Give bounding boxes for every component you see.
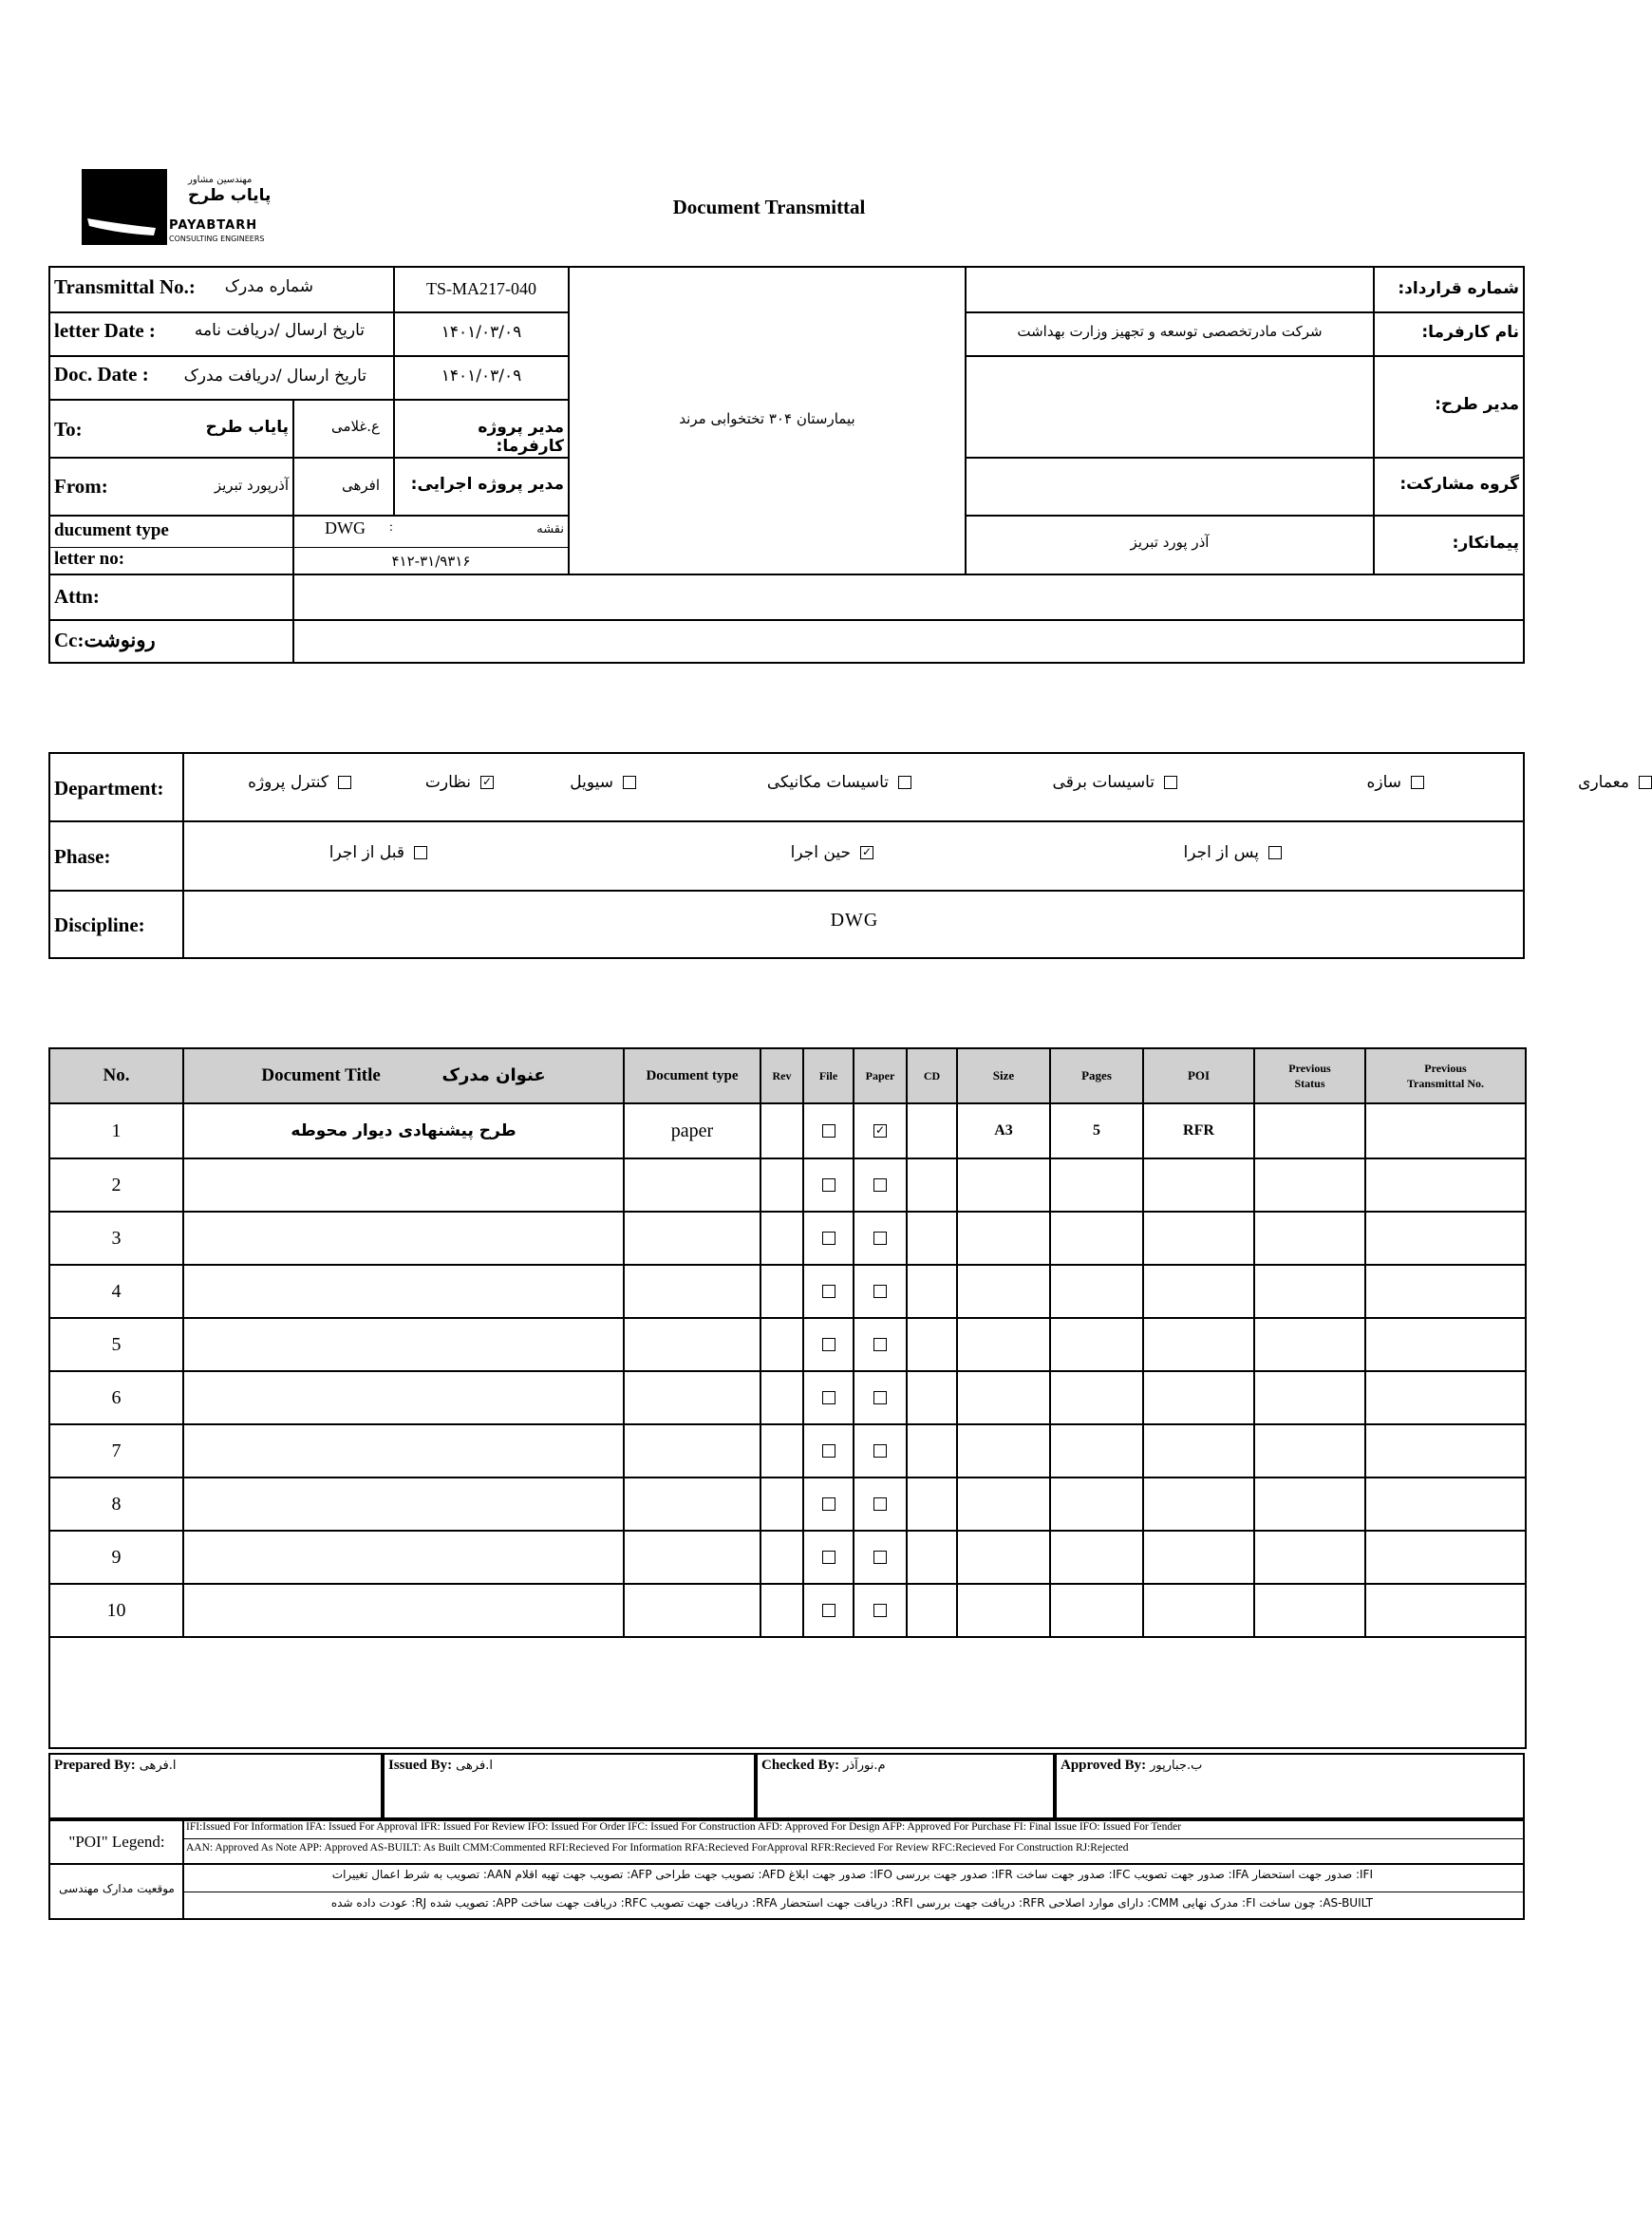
department-option-label: تاسیسات برقی bbox=[1052, 773, 1155, 792]
department-option-4[interactable] bbox=[767, 773, 911, 792]
signature-row bbox=[48, 1753, 1525, 1819]
row-rev bbox=[760, 1371, 803, 1424]
document-table bbox=[48, 1047, 1527, 1749]
phase-option-label: پس از اجرا bbox=[1183, 843, 1259, 862]
table-row bbox=[49, 1424, 1526, 1478]
row-cd bbox=[907, 1158, 957, 1212]
col-prev-status-2: Status bbox=[1294, 1077, 1325, 1090]
row-file[interactable] bbox=[803, 1424, 854, 1478]
department-option-2[interactable] bbox=[1366, 773, 1424, 792]
file-checkbox-icon[interactable] bbox=[822, 1178, 835, 1192]
poi-legend-label: "POI" Legend: bbox=[68, 1833, 165, 1851]
paper-checkbox-icon[interactable] bbox=[873, 1232, 887, 1245]
phase-option-2[interactable] bbox=[791, 843, 873, 862]
row-rev bbox=[760, 1531, 803, 1584]
fa-legend-line2: AS-BUILT: چون ساخت FI: مدرک نهایی CMM: دارای موارد اصلاحی RFR: دریافت جهت بررسی RFI: دریافت جهت استحضار RFA: دریافت جهت تصویب RFC: دریافت جهت ساخت APP: تصویب شده RJ: عودت داده شده bbox=[330, 1896, 1373, 1910]
to-role: مدیر پروژه کارفرما: bbox=[478, 418, 564, 456]
employer-label: نام کارفرما: bbox=[1421, 323, 1519, 342]
row-file[interactable] bbox=[803, 1212, 854, 1265]
row-file[interactable] bbox=[803, 1318, 854, 1371]
row-prev-status bbox=[1254, 1265, 1365, 1318]
row-cd bbox=[907, 1531, 957, 1584]
doc-date-label-fa: تاریخ ارسال /دریافت مدرک bbox=[183, 367, 366, 386]
project-name: بیمارستان ۳۰۴ تختخوابی مرند bbox=[679, 410, 855, 427]
department-option-label: تاسیسات مکانیکی bbox=[766, 773, 889, 792]
row-file[interactable] bbox=[803, 1584, 854, 1637]
to-label: To: bbox=[54, 418, 83, 441]
signature-cell bbox=[48, 1753, 383, 1819]
transmittal-no-label: Transmittal No.: bbox=[54, 275, 196, 298]
department-option-label: سازه bbox=[1366, 773, 1401, 792]
row-size bbox=[957, 1318, 1050, 1371]
doc-date-value: ۱۴۰۱/۰۳/۰۹ bbox=[441, 367, 522, 386]
row-pages bbox=[1050, 1212, 1143, 1265]
col-size: Size bbox=[957, 1048, 1050, 1103]
company-logo bbox=[82, 169, 291, 245]
to-value: پایاب طرح bbox=[205, 418, 289, 437]
row-prev-status bbox=[1254, 1424, 1365, 1478]
row-poi: RFR bbox=[1143, 1103, 1254, 1158]
row-paper[interactable] bbox=[854, 1158, 907, 1212]
col-rev: Rev bbox=[760, 1048, 803, 1103]
row-cd bbox=[907, 1265, 957, 1318]
row-paper[interactable] bbox=[854, 1531, 907, 1584]
row-no: 10 bbox=[49, 1584, 183, 1637]
row-no: 2 bbox=[49, 1158, 183, 1212]
paper-checkbox-icon[interactable] bbox=[873, 1391, 887, 1404]
col-paper: Paper bbox=[854, 1048, 907, 1103]
row-title bbox=[183, 1531, 624, 1584]
row-prev-status bbox=[1254, 1212, 1365, 1265]
row-pages bbox=[1050, 1371, 1143, 1424]
row-prev-trans bbox=[1365, 1584, 1526, 1637]
partnership-label: گروه مشارکت: bbox=[1399, 475, 1519, 494]
row-rev bbox=[760, 1424, 803, 1478]
row-pages bbox=[1050, 1424, 1143, 1478]
row-rev bbox=[760, 1212, 803, 1265]
row-doc-type bbox=[624, 1478, 760, 1531]
table-row bbox=[49, 1531, 1526, 1584]
paper-checkbox-icon[interactable] bbox=[873, 1285, 887, 1298]
contractor-value: آذر پورد تبریز bbox=[1130, 534, 1210, 551]
signature-cell bbox=[756, 1753, 1055, 1819]
checkbox-icon[interactable] bbox=[1639, 776, 1652, 789]
letter-date-value: ۱۴۰۱/۰۳/۰۹ bbox=[441, 323, 522, 342]
row-poi bbox=[1143, 1531, 1254, 1584]
from-role: مدیر پروژه اجرایی: bbox=[410, 475, 564, 494]
row-size bbox=[957, 1212, 1050, 1265]
row-no: 3 bbox=[49, 1212, 183, 1265]
paper-checkbox-icon[interactable] bbox=[873, 1338, 887, 1351]
row-rev bbox=[760, 1584, 803, 1637]
row-prev-status bbox=[1254, 1371, 1365, 1424]
row-no: 8 bbox=[49, 1478, 183, 1531]
row-poi bbox=[1143, 1212, 1254, 1265]
paper-checkbox-icon[interactable] bbox=[873, 1604, 887, 1617]
file-checkbox-icon[interactable] bbox=[822, 1604, 835, 1617]
fa-legend-label: موقعیت مدارک مهندسی bbox=[59, 1882, 175, 1895]
table-row bbox=[49, 1158, 1526, 1212]
paper-checkbox-icon[interactable] bbox=[873, 1178, 887, 1192]
department-option-1[interactable] bbox=[1578, 773, 1652, 792]
table-row bbox=[49, 1478, 1526, 1531]
row-paper[interactable] bbox=[854, 1265, 907, 1318]
cc-label: Cc:رونوشت bbox=[54, 629, 156, 651]
row-title bbox=[183, 1158, 624, 1212]
row-doc-type bbox=[624, 1158, 760, 1212]
signature-cell bbox=[383, 1753, 756, 1819]
phase-option-label: قبل از اجرا bbox=[329, 843, 404, 862]
table-row bbox=[49, 1212, 1526, 1265]
row-title bbox=[183, 1424, 624, 1478]
row-prev-status bbox=[1254, 1584, 1365, 1637]
row-prev-trans bbox=[1365, 1265, 1526, 1318]
row-file[interactable] bbox=[803, 1158, 854, 1212]
file-checkbox-icon[interactable] bbox=[822, 1391, 835, 1404]
col-prev-status bbox=[1254, 1048, 1365, 1103]
row-doc-type bbox=[624, 1318, 760, 1371]
row-poi bbox=[1143, 1265, 1254, 1318]
attn-label: Attn: bbox=[54, 585, 100, 608]
row-prev-trans bbox=[1365, 1371, 1526, 1424]
checkbox-icon[interactable]: ✓ bbox=[481, 775, 493, 788]
row-prev-status bbox=[1254, 1158, 1365, 1212]
row-rev bbox=[760, 1158, 803, 1212]
table-row bbox=[49, 1584, 1526, 1637]
from-label: From: bbox=[54, 475, 108, 498]
doc-type-value: DWG bbox=[325, 518, 366, 537]
poi-legend-line1: IFI:Issued For Information IFA: Issued For Approval IFR: Issued For Review IFO: Issued For Order IFC: Issued For Construction AFD: Approved For Design AFP: Approved For Purchase FI: Final Issue IFO: Issued For Tender bbox=[186, 1821, 1182, 1833]
department-option-label: کنترل پروژه bbox=[248, 773, 329, 792]
col-prev-status-1: Previous bbox=[1288, 1062, 1331, 1075]
doc-type-colon: : bbox=[389, 520, 393, 535]
signature-name: م.نورآذر bbox=[843, 1759, 886, 1773]
col-title-en: Document Title bbox=[261, 1065, 381, 1085]
row-prev-trans bbox=[1365, 1318, 1526, 1371]
notes-cell bbox=[49, 1637, 1526, 1748]
row-poi bbox=[1143, 1371, 1254, 1424]
row-pages bbox=[1050, 1265, 1143, 1318]
signature-label: Issued By: bbox=[388, 1758, 453, 1773]
file-checkbox-icon[interactable] bbox=[822, 1551, 835, 1564]
row-size bbox=[957, 1584, 1050, 1637]
row-rev bbox=[760, 1318, 803, 1371]
row-cd bbox=[907, 1212, 957, 1265]
table-notes-row bbox=[49, 1637, 1526, 1748]
logo-fa-name: پایاب طرح bbox=[188, 186, 272, 205]
row-size bbox=[957, 1158, 1050, 1212]
signature-label: Approved By: bbox=[1061, 1758, 1147, 1773]
contract-no-label: شماره قرارداد: bbox=[1398, 279, 1519, 298]
checkbox-icon[interactable] bbox=[414, 846, 427, 859]
file-checkbox-icon[interactable] bbox=[822, 1338, 835, 1351]
table-row bbox=[49, 1371, 1526, 1424]
signature-name: ا.فرهی bbox=[139, 1759, 177, 1773]
row-no: 1 bbox=[49, 1103, 183, 1158]
row-prev-status bbox=[1254, 1478, 1365, 1531]
file-checkbox-icon[interactable] bbox=[822, 1124, 835, 1138]
row-file[interactable] bbox=[803, 1478, 854, 1531]
row-cd bbox=[907, 1103, 957, 1158]
row-title bbox=[183, 1478, 624, 1531]
row-file[interactable] bbox=[803, 1531, 854, 1584]
checkbox-icon[interactable] bbox=[1268, 846, 1282, 859]
phase-option-1[interactable] bbox=[1184, 843, 1282, 862]
row-poi bbox=[1143, 1424, 1254, 1478]
checkbox-icon[interactable] bbox=[623, 776, 636, 789]
row-doc-type: paper bbox=[624, 1103, 760, 1158]
table-row bbox=[49, 1265, 1526, 1318]
row-title: طرح پیشنهادی دیوار محوطه bbox=[183, 1103, 624, 1158]
row-title bbox=[183, 1265, 624, 1318]
row-doc-type bbox=[624, 1584, 760, 1637]
row-paper[interactable] bbox=[854, 1103, 907, 1158]
col-title bbox=[183, 1048, 624, 1103]
department-option-6[interactable] bbox=[425, 773, 494, 792]
row-cd bbox=[907, 1371, 957, 1424]
row-doc-type bbox=[624, 1212, 760, 1265]
department-option-3[interactable] bbox=[1053, 773, 1177, 792]
row-paper[interactable] bbox=[854, 1318, 907, 1371]
letter-no-value: ۴۱۲-۳۱/۹۳۱۶ bbox=[391, 553, 471, 570]
row-poi bbox=[1143, 1478, 1254, 1531]
paper-checkbox-icon[interactable] bbox=[873, 1551, 887, 1564]
row-pages bbox=[1050, 1478, 1143, 1531]
doc-type-fa: نقشه bbox=[536, 522, 564, 536]
row-cd bbox=[907, 1424, 957, 1478]
row-poi bbox=[1143, 1584, 1254, 1637]
row-title bbox=[183, 1318, 624, 1371]
transmittal-no-value: TS-MA217-040 bbox=[426, 279, 536, 298]
row-size bbox=[957, 1371, 1050, 1424]
col-prev-trans-2: Transmittal No. bbox=[1406, 1077, 1485, 1090]
col-doc-type: Document type bbox=[624, 1048, 760, 1103]
row-prev-trans bbox=[1365, 1212, 1526, 1265]
row-paper[interactable] bbox=[854, 1212, 907, 1265]
department-option-label: سیویل bbox=[570, 773, 613, 792]
row-no: 6 bbox=[49, 1371, 183, 1424]
row-pages bbox=[1050, 1584, 1143, 1637]
signature-label: Prepared By: bbox=[54, 1758, 136, 1773]
row-no: 4 bbox=[49, 1265, 183, 1318]
row-doc-type bbox=[624, 1531, 760, 1584]
poi-legend-line2: AAN: Approved As Note APP: Approved AS-BUILT: As Built CMM:Commented RFI:Recieved For Information RFA:Recieved ForApproval RFR:Recieved For Review RFC:Recieved For Construction RJ:Rejected bbox=[186, 1842, 1129, 1854]
row-pages bbox=[1050, 1318, 1143, 1371]
paper-checkbox-icon[interactable] bbox=[873, 1497, 887, 1511]
row-doc-type bbox=[624, 1265, 760, 1318]
checkbox-icon[interactable] bbox=[898, 776, 911, 789]
department-option-5[interactable] bbox=[570, 773, 636, 792]
table-row bbox=[49, 1103, 1526, 1158]
logo-en-name: PAYABTARH bbox=[169, 218, 258, 233]
letter-no-label: letter no: bbox=[54, 549, 125, 569]
row-cd bbox=[907, 1478, 957, 1531]
paper-checkbox-icon[interactable]: ✓ bbox=[874, 1123, 886, 1138]
col-pages: Pages bbox=[1050, 1048, 1143, 1103]
row-prev-trans bbox=[1365, 1531, 1526, 1584]
doc-type-label: ducument type bbox=[54, 520, 169, 540]
row-cd bbox=[907, 1318, 957, 1371]
phase-option-3[interactable] bbox=[329, 843, 427, 862]
row-doc-type bbox=[624, 1424, 760, 1478]
file-checkbox-icon[interactable] bbox=[822, 1444, 835, 1458]
checkbox-icon[interactable] bbox=[1411, 776, 1424, 789]
checkbox-icon[interactable] bbox=[338, 776, 351, 789]
col-title-fa: عنوان مدرک bbox=[441, 1065, 546, 1085]
from-value: آذرپورد تبریز bbox=[214, 477, 289, 494]
row-size bbox=[957, 1478, 1050, 1531]
row-prev-status bbox=[1254, 1103, 1365, 1158]
letter-date-label-fa: تاریخ ارسال /دریافت نامه bbox=[194, 321, 365, 340]
col-cd: CD bbox=[907, 1048, 957, 1103]
col-poi: POI bbox=[1143, 1048, 1254, 1103]
col-prev-trans bbox=[1365, 1048, 1526, 1103]
row-size bbox=[957, 1531, 1050, 1584]
signature-label: Checked By: bbox=[761, 1758, 840, 1773]
department-option-7[interactable] bbox=[248, 773, 351, 792]
department-label: Department: bbox=[54, 777, 164, 800]
department-options bbox=[190, 769, 1629, 803]
row-file[interactable] bbox=[803, 1265, 854, 1318]
department-option-label: نظارت bbox=[424, 773, 471, 792]
department-option-label: معماری bbox=[1578, 773, 1629, 792]
row-prev-trans bbox=[1365, 1478, 1526, 1531]
row-title bbox=[183, 1212, 624, 1265]
logo-mark-icon bbox=[82, 169, 167, 245]
file-checkbox-icon[interactable] bbox=[822, 1285, 835, 1298]
row-doc-type bbox=[624, 1371, 760, 1424]
row-no: 5 bbox=[49, 1318, 183, 1371]
page-title: Document Transmittal bbox=[672, 196, 866, 218]
row-prev-status bbox=[1254, 1531, 1365, 1584]
transmittal-no-label-fa: شماره مدرک bbox=[224, 277, 313, 296]
phase-option-label: حین اجرا bbox=[790, 843, 851, 862]
contractor-label: پیمانکار: bbox=[1452, 534, 1519, 553]
from-person: افرهی bbox=[341, 477, 380, 494]
row-rev bbox=[760, 1103, 803, 1158]
row-cd bbox=[907, 1584, 957, 1637]
col-prev-trans-1: Previous bbox=[1424, 1062, 1467, 1075]
row-size bbox=[957, 1265, 1050, 1318]
row-file[interactable] bbox=[803, 1371, 854, 1424]
row-prev-trans bbox=[1365, 1103, 1526, 1158]
phase-options bbox=[190, 839, 1519, 874]
employer-value: شرکت مادرتخصصی توسعه و تجهیز وزارت بهداشت bbox=[1017, 323, 1323, 340]
row-no: 9 bbox=[49, 1531, 183, 1584]
row-size: A3 bbox=[957, 1103, 1050, 1158]
row-paper[interactable] bbox=[854, 1424, 907, 1478]
letter-date-label: letter Date : bbox=[54, 319, 156, 342]
row-pages bbox=[1050, 1531, 1143, 1584]
table-header-row bbox=[49, 1048, 1526, 1103]
row-rev bbox=[760, 1478, 803, 1531]
row-paper[interactable] bbox=[854, 1371, 907, 1424]
row-file[interactable] bbox=[803, 1103, 854, 1158]
logo-fa-small: مهندسین مشاور bbox=[188, 175, 253, 185]
row-pages bbox=[1050, 1158, 1143, 1212]
signature-name: ب.جبارپور bbox=[1150, 1759, 1203, 1773]
row-prev-trans bbox=[1365, 1424, 1526, 1478]
row-pages: 5 bbox=[1050, 1103, 1143, 1158]
file-checkbox-icon[interactable] bbox=[822, 1232, 835, 1245]
row-title bbox=[183, 1371, 624, 1424]
row-poi bbox=[1143, 1318, 1254, 1371]
design-manager-label: مدیر طرح: bbox=[1435, 395, 1519, 414]
row-no: 7 bbox=[49, 1424, 183, 1478]
row-paper[interactable] bbox=[854, 1478, 907, 1531]
to-person: ع.غلامی bbox=[330, 418, 380, 435]
row-size bbox=[957, 1424, 1050, 1478]
row-prev-status bbox=[1254, 1318, 1365, 1371]
phase-label: Phase: bbox=[54, 845, 111, 868]
row-poi bbox=[1143, 1158, 1254, 1212]
col-file: File bbox=[803, 1048, 854, 1103]
table-row bbox=[49, 1318, 1526, 1371]
paper-checkbox-icon[interactable] bbox=[873, 1444, 887, 1458]
row-prev-trans bbox=[1365, 1158, 1526, 1212]
col-no: No. bbox=[49, 1048, 183, 1103]
checkbox-icon[interactable] bbox=[1164, 776, 1177, 789]
row-title bbox=[183, 1584, 624, 1637]
file-checkbox-icon[interactable] bbox=[822, 1497, 835, 1511]
discipline-value: DWG bbox=[830, 910, 879, 931]
row-rev bbox=[760, 1265, 803, 1318]
fa-legend-line1: IFI: صدور جهت استحضار IFA: صدور جهت تصویب IFC: صدور جهت ساخت IFR: صدور جهت بررسی IFO: صدور جهت ابلاغ AFD: تصویب جهت طراحی AFP: تصویب جهت تهیه اقلام AAN: تصویب به شرط اعمال تغییرات bbox=[331, 1868, 1373, 1881]
discipline-label: Discipline: bbox=[54, 913, 145, 936]
signature-cell bbox=[1055, 1753, 1525, 1819]
signature-name: ا.فرهی bbox=[456, 1759, 493, 1773]
doc-date-label: Doc. Date : bbox=[54, 363, 149, 386]
checkbox-icon[interactable]: ✓ bbox=[861, 845, 873, 858]
row-paper[interactable] bbox=[854, 1584, 907, 1637]
logo-en-sub: CONSULTING ENGINEERS bbox=[169, 235, 265, 243]
